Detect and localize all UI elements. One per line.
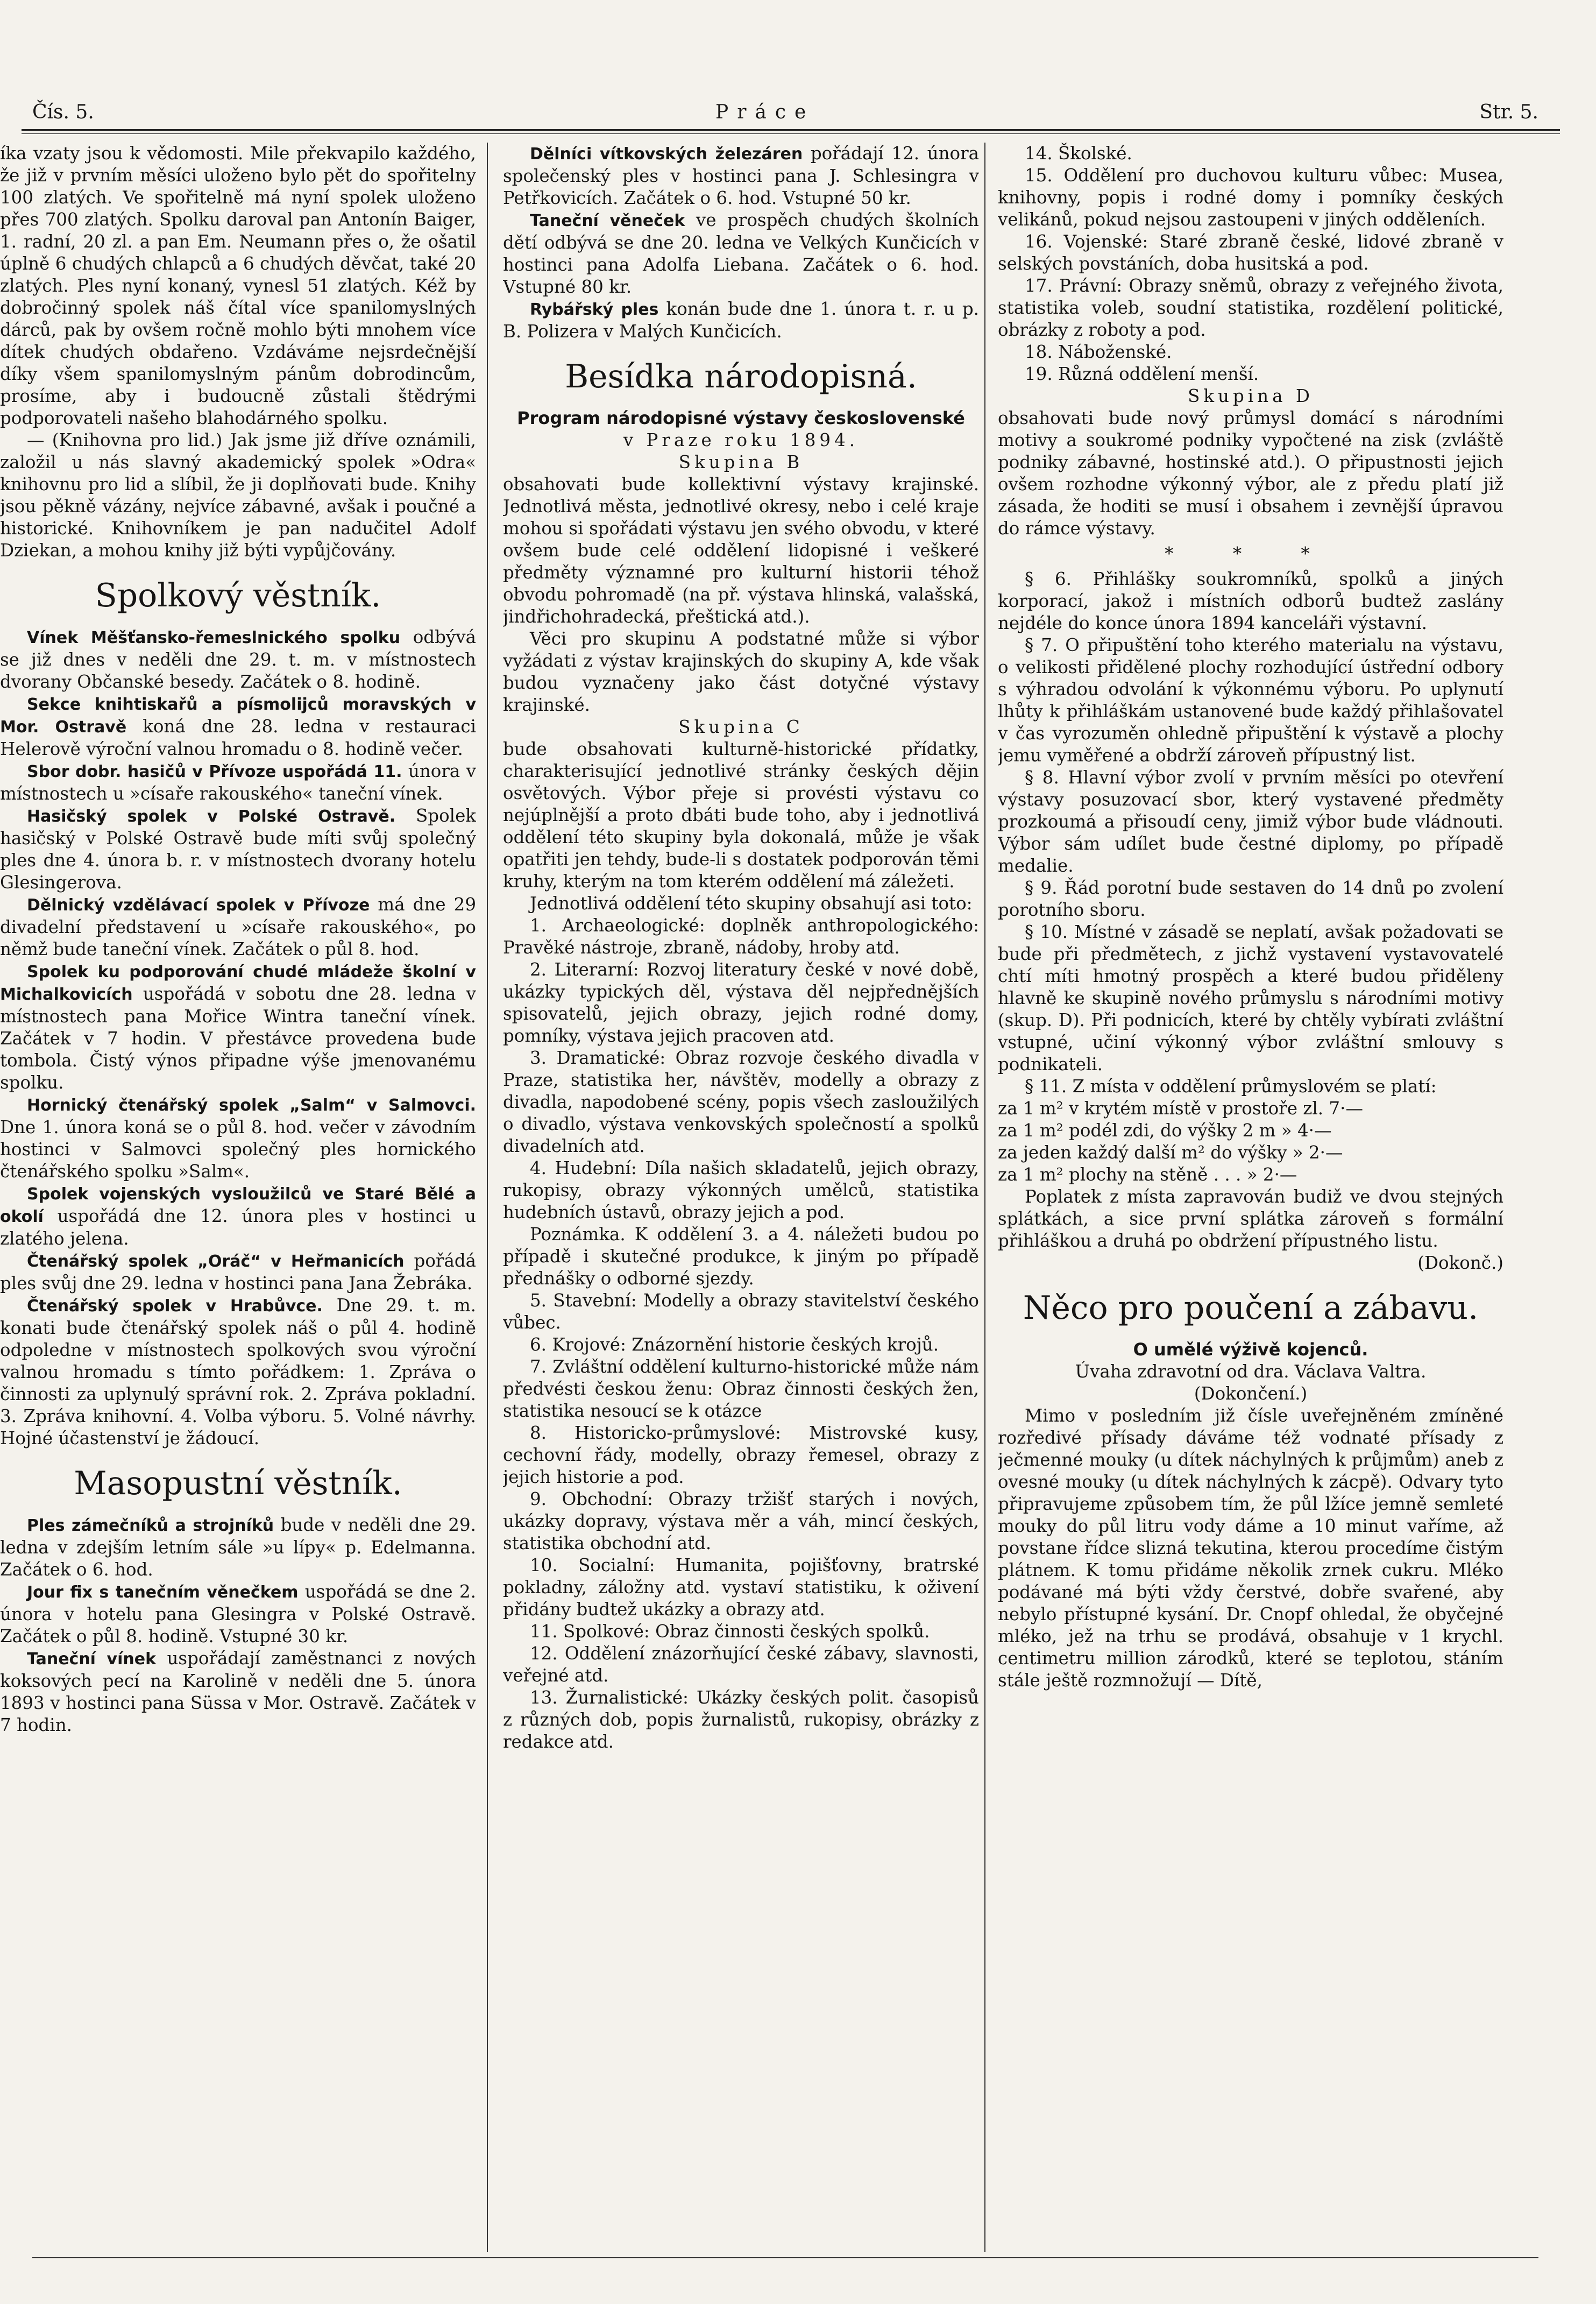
paragraph: Mimo v posledním již čísle uveřejněném zmíněné rozředivé přísady dáváme též vodnaté přísady z ječmenné mouky (u dítek náchylných k průjmům) aneb z ovesné mouky (u dítek náchylných k zácpě). Odvary tyto připravujeme způsobem tím, že půl lžíce jemně semleté mouky do půl litru vody dáme a 10 minut vaříme, až povstane řídce slizná tekutina, kterou procedíme čistým plátnem. K tomu přidáme několik zrnek cukru. Mléko podávané má býti vždy čerstvé, dobře svařené, aby nebylo přístupné kysání. Dr. Cnopf ohledal, že obyčejné mléko, jež na trhu se prodává, obsahuje v 1 krychl. centimetru million zárodků, které se teplotou, stáním stále ještě rozmnožují — Dítě,: [998, 1405, 1503, 1691]
column-divider: [487, 143, 488, 2252]
paragraph: § 6. Přihlášky soukromníků, spolků a jiných korporací, jakož i místních odborů budtež zaslány nejdéle do konce února 1894 kanceláři výstavní.: [998, 569, 1503, 633]
list-item: 12. Oddělení znázorňující české zábavy, slavnosti, veřejné atd.: [503, 1643, 979, 1686]
article-byline: Úvaha zdravotní od dra. Václava Valtra.: [1075, 1361, 1427, 1382]
notice-item: Sbor dobr. hasičů v Přívoze uspořádá 11. února v místnostech u »císaře rakouského« taneční vínek.: [0, 761, 476, 804]
header-rule-thin: [22, 133, 1560, 134]
group-heading: Skupina B: [678, 452, 804, 472]
notice-heading: Rybářský ples: [530, 300, 659, 319]
column-2: [503, 143, 979, 2284]
list-item: 4. Hudební: Díla našich skladatelů, jejich obrazy, rukopisy, obrazy výkonných umělců, statistika hudebních ústavů, obrazy jejich a pod.: [503, 1158, 979, 1222]
notice-heading: Dělnický vzdělávací spolek v Přívoze: [27, 896, 370, 915]
paragraph: § 10. Místné v zásadě se neplatí, avšak požadovati se bude při předmětech, z jichž vystavení vystavovatelé chtí míti hmotný prospěch a které budou přiděleny hlavně ke skupině nového průmyslu s národními motivy (skup. D). Při podnicích, které by chtěly vybírati zvláštní vstupné, učiní výkonný výbor zvláštní smlouvy s podnikateli.: [998, 922, 1503, 1075]
notice-heading: Hasičský spolek v Polské Ostravě.: [27, 807, 396, 826]
list-item: 14. Školské.: [1025, 143, 1132, 164]
column-3: [998, 143, 1503, 2284]
list-item: 5. Stavební: Modelly a obrazy stavitelství českého vůbec.: [503, 1290, 979, 1333]
paragraph: Poplatek z místa zapravován budiž ve dvou stejných splátkách, a sice první splátka zároveň s formální přihláškou a druhá po obdržení přípustného listu.: [998, 1186, 1503, 1251]
section-heading: Besídka národopisná.: [565, 358, 917, 395]
notice-heading: Spolek ku podporování chudé mládeže školní v Michalkovicích: [0, 963, 476, 1004]
list-item: 7. Zvláštní oddělení kulturno-historické může nám předvésti českou ženu: Obraz činnosti českých žen, statistika nesoucí se k otázce: [503, 1356, 979, 1421]
list-item: 1. Archaeologické: doplněk anthropologického: Pravěké nástroje, zbraně, nádoby, hroby atd.: [503, 915, 979, 958]
notice-item: Hasičský spolek v Polské Ostravě. Spolek hasičský v Polské Ostravě bude míti svůj společný ples dne 4. února b. r. v místnostech dvorany hotelu Glesingerova.: [0, 805, 476, 893]
notice-item: Jour fix s tanečním věnečkem uspořádá se dne 2. února v hotelu pana Glesingra v Polské Ostravě. Začátek o půl 8. hodině. Vstupné 30 kr.: [0, 1581, 476, 1646]
notice-item: Taneční věneček ve prospěch chudých školních dětí odbývá se dne 20. ledna ve Velkých Kunčicích v hostinci pana Adolfa Liebana. Začátek o 6. hod. Vstupné 80 kr.: [503, 210, 979, 297]
notice-item: Dělnický vzdělávací spolek v Přívoze má dne 29 divadelní představení u »císaře rakouského«, po němž bude taneční vínek. Začátek o půl 8. hod.: [0, 894, 476, 959]
paragraph: § 7. O připuštění toho kterého materialu na výstavu, o velikosti přidělené plochy rozhodující ústřední odbory s výhradou odvolání k výkonnému výboru. Po uplynutí lhůty k přihláškám ustanovené bude každý přihlašovatel v čas vyrozuměn ohledně připuštění k výstavě a plochy jemu vyměřené a obdrží zároveň přípustný list.: [998, 635, 1503, 766]
paragraph: § 8. Hlavní výbor zvolí v prvním měsíci po otevření výstavy posuzovací sbor, který vystavené předměty prozkoumá a přisoudí ceny, jimiž výbor bude vládnouti. Výbor sám udílet bude čestné diplomy, po případě medalie.: [998, 767, 1503, 876]
fee-row: za 1 m² v krytém místě v prostoře zl. 7·—: [998, 1098, 1363, 1119]
column-divider: [984, 143, 985, 2252]
notice-item: Spolek vojenských vysloužilců ve Staré Bělé a okolí uspořádá dne 12. února ples v hostinci u zlatého jelena.: [0, 1185, 476, 1249]
list-item: 10. Socialní: Humanita, pojišťovny, bratrské pokladny, záložny atd. vystaví statistiku, k oživení přidány budtež ukázky a obrazy atd.: [503, 1555, 979, 1620]
notice-item: Vínek Měšťansko-řemeslnického spolku odbývá se již dnes v neděli dne 29. t. m. v místnostech dvorany Občanské besedy. Začátek o 8. hodině.: [0, 627, 476, 692]
notice-heading: Taneční věneček: [530, 211, 685, 230]
notice-item: Hornický čtenářský spolek „Salm“ v Salmovci. Dne 1. února koná se o půl 8. hod. večer v závodním hostinci v Salmovci společný ples hornického čtenářského spolku »Salm«.: [0, 1096, 476, 1182]
paragraph: § 11. Z místa v oddělení průmyslovém se platí:: [1025, 1076, 1437, 1097]
notice-item: Rybářský ples konán bude dne 1. února t. r. u p. B. Polizera v Malých Kunčicích.: [503, 299, 979, 342]
notice-heading: Sbor dobr. hasičů v Přívoze uspořádá 11.: [27, 762, 402, 781]
paragraph: Věci pro skupinu A podstatné může si výbor vyžádati z výstav krajinských do skupiny A, kde však budou vyznačeny jako část dotyčné výstavy krajinské.: [503, 628, 979, 715]
list-item: 19. Různá oddělení menší.: [1025, 364, 1259, 384]
paragraph: obsahovati bude kollektivní výstavy krajinské. Jednotlivá města, jednotlivé okresy, nebo i celé kraje mohou si spořádati výstavu jen svého obvodu, v které ovšem bude celé oddělení lidopisné i veškeré předměty významné pro kulturní historii téhož obvodu pohromadě (na př. výstava hlinská, valašská, jindřichohradecká, přeštická atd.).: [503, 474, 979, 627]
notice-heading: Taneční vínek: [27, 1650, 157, 1669]
list-item: 16. Vojenské: Staré zbraně české, lidové zbraně v selských povstáních, doba husitská a pod.: [998, 231, 1503, 274]
header-rule: [22, 129, 1560, 131]
paragraph: Jednotlivá oddělení této skupiny obsahují asi toto:: [530, 893, 973, 914]
list-item: 13. Žurnalistické: Ukázky českých polit. časopisů z různých dob, popis žurnalistů, rukopisy, obrázky z redakce atd.: [503, 1687, 979, 1752]
list-item: 6. Krojové: Znázornění historie českých krojů.: [530, 1334, 939, 1355]
continued-note: (Dokonč.): [1417, 1253, 1503, 1273]
list-item: 9. Obchodní: Obrazy tržišť starých i nových, ukázky dopravy, výstava měr a váh, mincí českých, statistika obchodní atd.: [503, 1489, 979, 1553]
group-heading: Skupina D: [1188, 386, 1314, 406]
separator-stars: * * *: [1165, 543, 1337, 564]
notice-heading: Hornický čtenářský spolek „Salm“ v Salmovci.: [27, 1096, 476, 1115]
paragraph: bude obsahovati kulturně-historické přídatky, charakterisující jednotlivé stránky českých dějin osvětových. Výbor přeje si provésti výstavu co nejúplnější a proto dbáti bude toho, aby i jednotlivá oddělení této skupiny byla dokonalá, může je však opatřiti jen tehdy, bude-li s dostatek podporován těmi kruhy, kterým na tom kterém oddělení má záležeti.: [503, 739, 979, 892]
page-header: [32, 101, 1538, 129]
notice-item: Ples zámečníků a strojníků bude v neděli dne 29. ledna v zdejším letním sále »u lípy« p. Edelmanna. Začátek o 6. hod.: [0, 1515, 476, 1580]
notice-heading: Sekce knihtiskařů a písmolijců moravských v Mor. Ostravě: [0, 695, 476, 737]
notice-item: Dělníci vítkovských železáren pořádají 12. února společenský ples v hostinci pana J. Schlesingra v Petřkovicích. Začátek o 6. hod. Vstupné 50 kr.: [503, 143, 979, 208]
notice-heading: Vínek Měšťansko-řemeslnického spolku: [27, 628, 401, 647]
page-number: Str. 5.: [1479, 101, 1538, 123]
list-item: 3. Dramatické: Obraz rozvoje českého divadla v Praze, statistika her, návštěv, modelly a obrazy z divadla, napodobené scény, popis všech zasloužilých o divadlo, výstava venkovských společností a spolků divadelních atd.: [503, 1048, 979, 1156]
group-heading: Skupina C: [678, 717, 804, 737]
section-heading: Spolkový věstník.: [95, 577, 381, 614]
section-heading: Masopustní věstník.: [74, 1465, 402, 1502]
paragraph: — (Knihovna pro lid.) Jak jsme již dříve oznámili, založil u nás slavný akademický spolek »Odra« knihovnu pro lid a slíbil, že ji doplňovati bude. Knihy jsou pěkně vázány, nejvíce zábavné, avšak i poučné a historické. Knihovníkem je pan nadučitel Adolf Dziekan, a mohou knihy již býti vypůjčovány.: [0, 430, 476, 561]
notice-heading: Dělníci vítkovských železáren: [530, 145, 803, 164]
notice-heading: Čtenářský spolek „Oráč“ v Heřmanicích: [27, 1252, 405, 1271]
list-item: 2. Literarní: Rozvoj literatury české v nové době, ukázky typických děl, výstava děl nejpřednějších spisovatelů, jejich obrazy, jejich rodné domy, pomníky, výstava jejich pracoven atd.: [503, 959, 979, 1046]
article-note: (Dokončení.): [1194, 1383, 1308, 1404]
paragraph: § 9. Řád porotní bude sestaven do 14 dnů po zvolení porotního sboru.: [998, 878, 1503, 920]
notice-item: Taneční vínek uspořádají zaměstnanci z nových koksových pecí na Karolině v neděli dne 5. února 1893 v hostinci pana Süssa v Mor. Ostravě. Začátek v 7 hodin.: [0, 1648, 476, 1735]
program-subtitle: v Praze roku 1894.: [623, 430, 859, 450]
fee-row: za jeden každý další m² do výšky » 2·—: [998, 1142, 1343, 1163]
notice-heading: Čtenářský spolek v Hrabůvce.: [27, 1297, 323, 1316]
notice-heading: Ples zámečníků a strojníků: [27, 1516, 274, 1535]
footer-rule: [32, 2257, 1538, 2258]
notice-item: Sekce knihtiskařů a písmolijců moravských v Mor. Ostravě koná dne 28. ledna v restauraci Helerově výroční valnou hromadu o 8. hodině večer.: [0, 695, 476, 759]
section-heading: Něco pro poučení a zábavu.: [1023, 1289, 1479, 1327]
column-1: [0, 143, 476, 2284]
paragraph: íka vzaty jsou k vědomosti. Mile překvapilo každého, že již v prvním měsíci uloženo bylo pět do spořitelny 100 zlatých. Ve spořitelně má nyní spolek uloženo přes 700 zlatých. Spolku daroval pan Antonín Baiger, 1. radní, 20 zl. a pan Em. Neumann přes o, že ošatil úplně 6 chudých chlapců a 6 chudých děvčat, také 20 zlatých. Ples nyní konaný, vynesl 51 zlatých. Kéž by dobročinný spolek náš čítal více spanilomyslných dárců, pak by ovšem ročně mohlo býti mnohem více dítek chudých obdařeno. Vzdáváme nejsrdečnější díky všem spanilomyslným pánům dobrodincům, prosíme, aby i budoucně zůstali štědrými podporovateli našeho blahodárného spolku.: [0, 143, 476, 428]
list-item: 15. Oddělení pro duchovou kulturu vůbec: Musea, knihovny, popis i rodné domy i pomníky českých velikánů, pokud nejsou zastoupeni v jiných odděleních.: [998, 165, 1503, 230]
list-item: 18. Náboženské.: [1025, 342, 1172, 362]
list-item: Poznámka. K oddělení 3. a 4. náležeti budou po případě i skutečné produkce, k jiným po případě přednášky o odborné sjezdy.: [503, 1224, 979, 1289]
fee-row: za 1 m² podél zdi, do výšky 2 m » 4·—: [998, 1120, 1332, 1141]
list-item: 17. Právní: Obrazy sněmů, obrazy z veřejného života, statistika voleb, soudní statistika, rozdělení politické, obrázky z roboty a pod.: [998, 275, 1503, 340]
notice-item: Čtenářský spolek v Hrabůvce. Dne 29. t. m. konati bude čtenářský spolek náš o půl 4. hodině odpoledne v místnostech spolkových svou výroční valnou hromadu s tímto pořádkem: 1. Zpráva o činnosti za uplynulý správní rok. 2. Zpráva pokladní. 3. Zpráva knihovní. 4. Volba výboru. 5. Volné návrhy. Hojné účastenství je žádoucí.: [0, 1295, 476, 1448]
issue-number: Čís. 5.: [32, 101, 94, 123]
article-title: O umělé výživě kojenců.: [1133, 1339, 1368, 1360]
list-item: 11. Spolkové: Obraz činnosti českých spolků.: [530, 1621, 930, 1642]
notice-item: Čtenářský spolek „Oráč“ v Heřmanicích pořádá ples svůj dne 29. ledna v hostinci pana Jana Žebráka.: [0, 1250, 476, 1294]
notice-heading: Spolek vojenských vysloužilců ve Staré Bělé a okolí: [0, 1185, 476, 1226]
newspaper-title: Práce: [715, 101, 815, 123]
program-title: Program národopisné výstavy československé: [517, 408, 965, 428]
paragraph: obsahovati bude nový průmysl domácí s národními motivy a soukromé podniky vypočtené na zisk (zvláště podniky zábavné, hostinské atd.). O připustnosti jejich ovšem rozhodne výkonný výbor, ale z předu platí již zásada, že hoditi se musí i obsahem i zevnější úpravou do rámce výstavy.: [998, 408, 1503, 539]
notice-item: Spolek ku podporování chudé mládeže školní v Michalkovicích uspořádá v sobotu dne 28. ledna v místnostech pana Mořice Wintra taneční vínek. Začátek v 7 hodin. V přestávce provedena bude tombola. Čistý výnos připadne výše jmenovanému spolku.: [0, 963, 476, 1093]
fee-row: za 1 m² plochy na stěně . . . » 2·—: [998, 1164, 1297, 1185]
list-item: 8. Historicko-průmyslové: Mistrovské kusy, cechovní řády, modelly, obrazy řemesel, obrazy z jejich historie a pod.: [503, 1423, 979, 1487]
notice-heading: Jour fix s tanečním věnečkem: [27, 1583, 299, 1602]
